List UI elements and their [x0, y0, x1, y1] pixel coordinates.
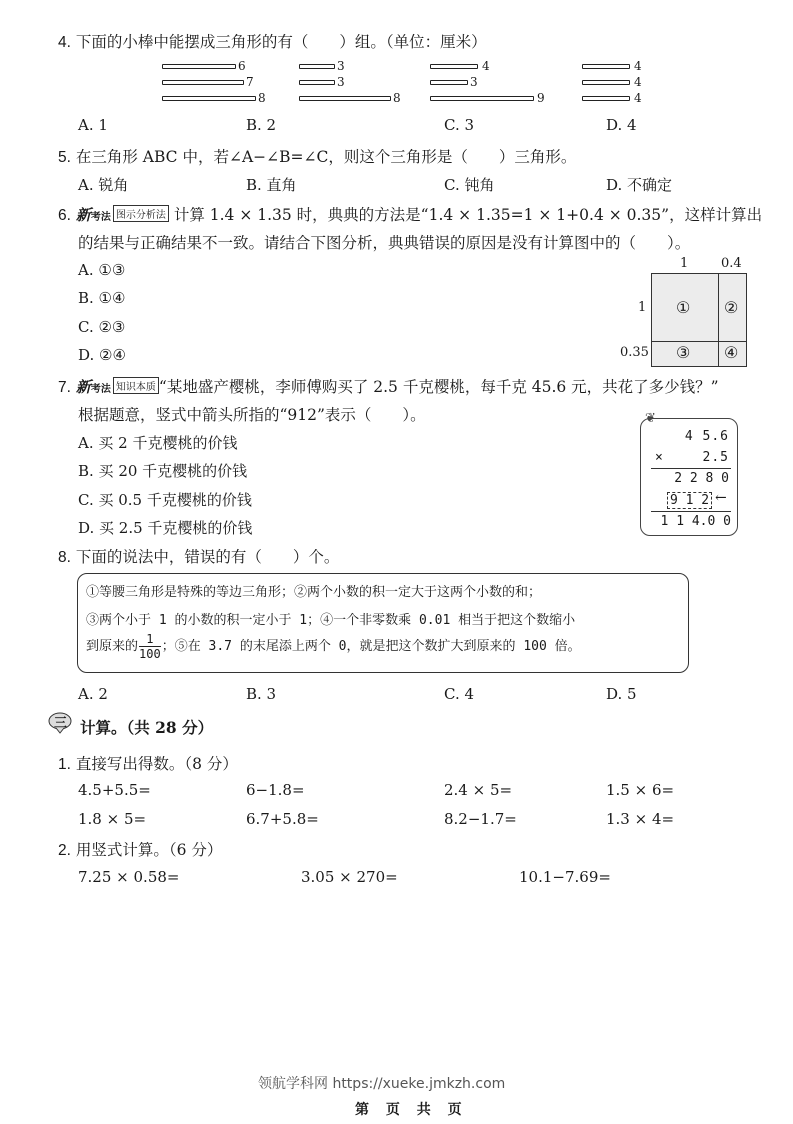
calc-rule-1 [651, 468, 731, 469]
calc-row-multiplier: 2.5 [702, 450, 729, 465]
footer-watermark: 领航学科网 https://xueke.jmkzh.com [258, 1076, 506, 1092]
calc1-item: 2.4 × 5= [444, 781, 513, 799]
stick-length: 3 [337, 59, 345, 73]
method-tag: 图示分析法 [113, 205, 169, 222]
calc1-item: 6−1.8= [246, 781, 305, 799]
stick-length: 9 [537, 91, 545, 105]
calc2-item: 3.05 × 270= [301, 868, 398, 886]
method-tag: 知识本质 [113, 377, 159, 394]
diagram-horizontal-divider [652, 341, 746, 342]
stick [430, 64, 478, 69]
q6-option-a[interactable]: A. ①③ [78, 261, 126, 279]
calc-row-result: 1 1 4.0 0 [660, 514, 731, 529]
stick [582, 96, 630, 101]
stick-length: 4 [634, 75, 642, 89]
q8-stem [58, 545, 339, 567]
q8-number: 8. [58, 549, 71, 566]
stick [299, 96, 391, 101]
q6-number: 6. [58, 207, 71, 224]
diagram-top-label-04: 0.4 [721, 256, 742, 271]
stick [162, 96, 256, 101]
calc2-stem [58, 838, 222, 860]
calc-row-partial-1: 2 2 8 0 [674, 471, 729, 486]
q5-stem [58, 145, 576, 167]
q8-line3-post: ；⑤在 3.7 的末尾添上两个 0，就是把这个数扩大到原来的 100 倍。 [161, 639, 581, 654]
diagram-left-label-1: 1 [638, 300, 647, 315]
calc2-number: 2. [58, 842, 71, 859]
q5-option-d[interactable]: D. 不确定 [606, 176, 673, 194]
q5-option-a[interactable]: A. 锐角 [78, 176, 129, 194]
q7-stem-line1 [58, 375, 719, 397]
q6-option-d[interactable]: D. ②④ [78, 346, 126, 364]
stick-length: 4 [482, 59, 490, 73]
q5-number: 5. [58, 149, 71, 166]
stick [299, 80, 335, 85]
stick [430, 80, 468, 85]
q8-text: 下面的说法中，错误的有（ ）个。 [75, 548, 340, 566]
fraction-numerator: 1 [139, 632, 161, 647]
q8-statement-box [77, 573, 689, 673]
calc1-text: 直接写出得数。（8 分） [75, 755, 238, 773]
calc1-number: 1. [58, 756, 71, 773]
calc-row-multiplicand: 4 5.6 [684, 429, 729, 444]
q4-option-d[interactable]: D. 4 [606, 116, 637, 134]
q7-option-d[interactable]: D. 买 2.5 千克樱桃的价钱 [78, 519, 253, 537]
q6-text-line1: 计算 1.4 × 1.35 时，典典的方法是“1.4 × 1.35=1 × 1+0.4 × 0.35”，这样计算出 [173, 206, 763, 224]
calc-rule-2 [651, 511, 731, 512]
stick [430, 96, 534, 101]
stick-length: 6 [238, 59, 246, 73]
stick [162, 80, 244, 85]
stick [162, 64, 236, 69]
q6-option-c[interactable]: C. ②③ [78, 318, 126, 336]
section-three-title: 计算。（共 28 分） [80, 718, 214, 737]
calc1-stem [58, 752, 238, 774]
q7-vertical-calc [640, 411, 738, 536]
q7-number: 7. [58, 379, 71, 396]
fraction-denominator: 100 [139, 647, 161, 661]
diagram-cell-2: ② [724, 298, 739, 317]
page-number: 第 页 共 页 [355, 1102, 468, 1118]
q4-number: 4. [58, 34, 71, 51]
q8-option-c[interactable]: C. 4 [444, 685, 475, 703]
stick-length: 7 [246, 75, 254, 89]
q8-option-d[interactable]: D. 5 [606, 685, 637, 703]
q8-line3-pre: 到原来的 [86, 639, 139, 654]
q4-stem [58, 30, 487, 52]
calc1-item: 8.2−1.7= [444, 810, 517, 828]
q4-text: 下面的小棒中能摆成三角形的有（ ）组。（单位：厘米） [75, 33, 487, 51]
diagram-cell-4: ④ [724, 343, 739, 362]
calc-times-sign: × [655, 450, 663, 465]
q5-option-c[interactable]: C. 钝角 [444, 176, 495, 194]
calc2-text: 用竖式计算。（6 分） [75, 841, 223, 859]
calc1-item: 1.8 × 5= [78, 810, 147, 828]
stick [299, 64, 335, 69]
q8-statement-line1: ①等腰三角形是特殊的等边三角形；②两个小数的积一定大于这两个小数的和； [86, 585, 542, 600]
section-three-numeral: 三 [54, 716, 68, 731]
new-badge: 新 [75, 206, 91, 224]
stick-length: 8 [393, 91, 401, 105]
q8-statement-line2: ③两个小于 1 的小数的积一定小于 1；④一个非零数乘 0.01 相当于把这个数缩小 [86, 613, 576, 628]
leaf-icon: ❦ [645, 411, 656, 426]
diagram-rectangle [651, 273, 747, 367]
calc1-item: 6.7+5.8= [246, 810, 319, 828]
stick-length: 4 [634, 59, 642, 73]
calc1-item: 1.5 × 6= [606, 781, 675, 799]
stick-length: 3 [337, 75, 345, 89]
stick [582, 64, 630, 69]
q5-option-b[interactable]: B. 直角 [246, 176, 297, 194]
kaofa-badge: 考法 [90, 384, 111, 395]
calc1-item: 4.5+5.5= [78, 781, 151, 799]
q8-statement-line3 [86, 632, 581, 661]
diagram-vertical-divider [718, 274, 719, 366]
fraction-one-hundredth [139, 632, 161, 661]
calc-row-partial-2: 9 1 2 [667, 492, 712, 509]
q5-text: 在三角形 ABC 中，若∠A−∠B=∠C，则这个三角形是（ ）三角形。 [75, 148, 577, 166]
stick-length: 8 [258, 91, 266, 105]
stick [582, 80, 630, 85]
q4-option-a[interactable]: A. 1 [78, 116, 108, 134]
q8-option-b[interactable]: B. 3 [246, 685, 277, 703]
q6-option-b[interactable]: B. ①④ [78, 289, 126, 307]
q8-option-a[interactable]: A. 2 [78, 685, 108, 703]
section-three-icon [48, 712, 72, 734]
q4-option-c[interactable]: C. 3 [444, 116, 475, 134]
diagram-cell-3: ③ [676, 343, 691, 362]
q7-option-b[interactable]: B. 买 20 千克樱桃的价钱 [78, 462, 248, 480]
arrow-left-icon: ← [715, 490, 727, 506]
diagram-cell-1: ① [676, 298, 691, 317]
q6-text-line2: 的结果与正确结果不一致。请结合下图分析，典典错误的原因是没有计算图中的（ ）。 [78, 234, 691, 252]
q7-option-c[interactable]: C. 买 0.5 千克樱桃的价钱 [78, 491, 252, 509]
q7-option-a[interactable]: A. 买 2 千克樱桃的价钱 [78, 434, 238, 452]
calc2-item: 7.25 × 0.58= [78, 868, 180, 886]
diagram-top-label-1: 1 [680, 256, 689, 271]
stick-length: 4 [634, 91, 642, 105]
stick-length: 3 [470, 75, 478, 89]
q7-text-line1: “某地盛产樱桃，李师傅购买了 2.5 千克樱桃，每千克 45.6 元，共花了多少钱？” [158, 378, 719, 396]
q7-text-line2: 根据题意，竖式中箭头所指的“912”表示（ ）。 [78, 406, 426, 424]
kaofa-badge: 考法 [90, 212, 111, 223]
q4-option-b[interactable]: B. 2 [246, 116, 277, 134]
diagram-left-label-035: 0.35 [620, 345, 649, 360]
calc1-item: 1.3 × 4= [606, 810, 675, 828]
new-badge: 新 [75, 378, 91, 396]
q6-stem-line1 [58, 203, 762, 225]
calc2-item: 10.1−7.69= [519, 868, 611, 886]
